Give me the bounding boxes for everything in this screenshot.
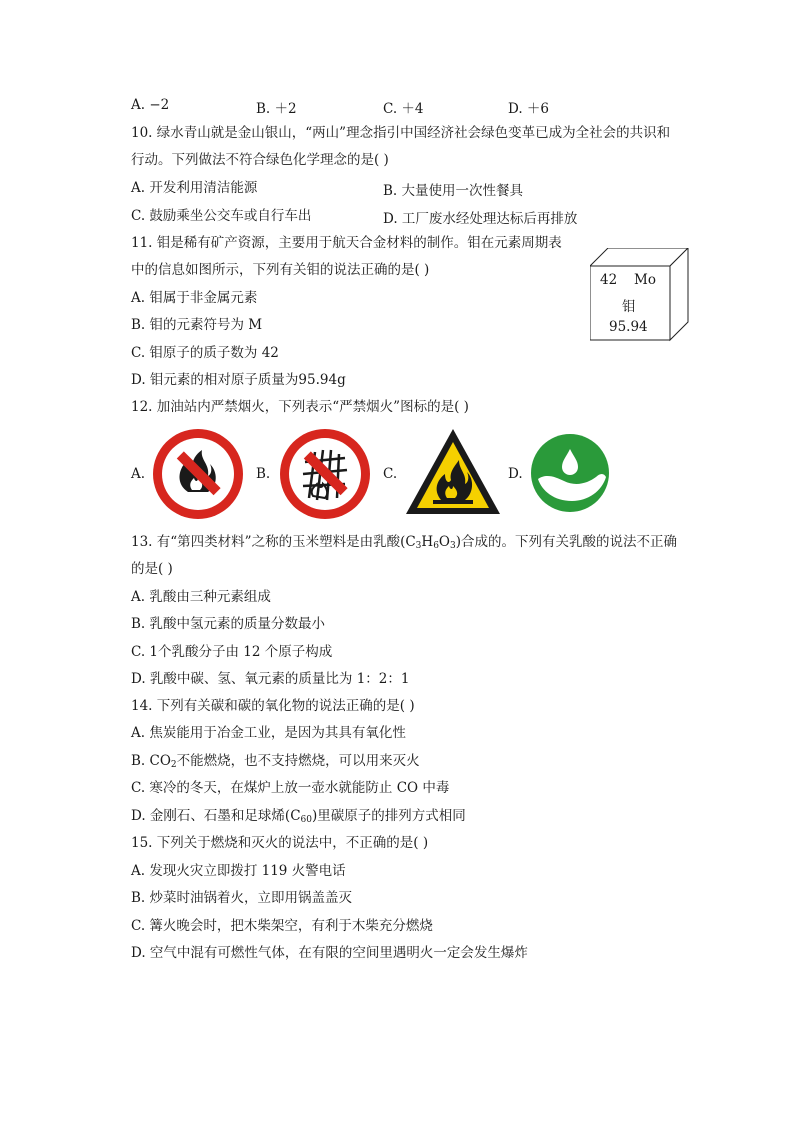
q12-label-d: D. xyxy=(508,466,523,482)
element-card-molybdenum xyxy=(590,248,690,342)
water-saving-icon xyxy=(530,433,610,513)
q13-stem-line1: 13. 有“第四类材料”之称的玉米塑料是由乳酸$(C_3H_6O_3)$合成的。下列有关乳酸的说法不正确 xyxy=(131,534,678,551)
q11-option-a: A. 钼属于非金属元素 xyxy=(131,290,258,306)
q13-stem-line2: 的是( ) xyxy=(131,561,173,577)
no-burning-icon xyxy=(279,428,371,520)
q10-option-a: A. 开发利用清洁能源 xyxy=(131,180,258,196)
q14-stem: 14. 下列有关碳和碳的氧化物的说法正确的是( ) xyxy=(131,698,415,714)
element-mass: 95.94 xyxy=(609,319,648,335)
element-name: 钼 xyxy=(622,299,636,315)
q13-option-b: B. 乳酸中氢元素的质量分数最小 xyxy=(131,616,326,632)
q9-option-b: B. ＋2 xyxy=(256,101,297,117)
q15-option-c: C. 篝火晚会时，把木柴架空，有利于木柴充分燃烧 xyxy=(131,918,433,934)
q13-option-d: D. 乳酸中碳、氢、氧元素的质量比为 1：2：1 xyxy=(131,671,410,687)
q13-option-c: C. 1个乳酸分子由 12 个原子构成 xyxy=(131,644,333,660)
q13-option-a: A. 乳酸由三种元素组成 xyxy=(131,589,271,605)
flammable-warning-icon xyxy=(403,426,503,518)
q9-option-d: D. ＋6 xyxy=(508,101,550,117)
q11-option-d: D. 钼元素的相对原子质量为95.94g xyxy=(131,372,346,388)
q14-option-d: D. 金刚石、石墨和足球烯$(C_{60})$里碳原子的排列方式相同 xyxy=(131,808,466,825)
q15-option-a: A. 发现火灾立即拨打 119 火警电话 xyxy=(131,863,346,879)
q15-option-b: B. 炒菜时油锅着火，立即用锅盖盖灭 xyxy=(131,890,353,906)
q15-option-d: D. 空气中混有可燃性气体，在有限的空间里遇明火一定会发生爆炸 xyxy=(131,945,528,961)
q10-stem-line2: 行动。下列做法不符合绿色化学理念的是( ) xyxy=(131,152,389,168)
q15-stem: 15. 下列关于燃烧和灭火的说法中，不正确的是( ) xyxy=(131,835,429,851)
q12-label-b: B. xyxy=(256,466,271,482)
q10-option-c: C. 鼓励乘坐公交车或自行车出 xyxy=(131,208,312,224)
q14-option-a: A. 焦炭能用于冶金工业，是因为其具有氧化性 xyxy=(131,725,406,741)
no-fire-icon xyxy=(152,428,244,520)
q10-stem-line1: 10. 绿水青山就是金山银山，“两山”理念指引中国经济社会绿色变革已成为全社会的共识和 xyxy=(131,125,671,141)
q10-option-d: D. 工厂废水经处理达标后再排放 xyxy=(383,211,578,227)
element-number: 42 xyxy=(600,272,618,288)
q11-stem-line2: 中的信息如图所示，下列有关钼的说法正确的是( ) xyxy=(131,262,430,278)
q11-option-c: C. 钼原子的质子数为 42 xyxy=(131,345,279,361)
q9-option-a: A. −2 xyxy=(131,97,170,113)
q9-option-c: C. ＋4 xyxy=(383,101,424,117)
q11-option-b: B. 钼的元素符号为 M xyxy=(131,317,263,333)
q11-stem-line1: 11. 钼是稀有矿产资源，主要用于航天合金材料的制作。钼在元素周期表 xyxy=(131,235,562,251)
q10-option-b: B. 大量使用一次性餐具 xyxy=(383,183,524,199)
element-symbol: Mo xyxy=(634,272,656,288)
q12-stem: 12. 加油站内严禁烟火，下列表示“严禁烟火”图标的是( ) xyxy=(131,399,469,415)
q14-option-b: B. $CO_2$不能燃烧，也不支持燃烧，可以用来灭火 xyxy=(131,753,420,770)
q12-label-c: C. xyxy=(383,466,398,482)
q12-label-a: A. xyxy=(131,466,146,482)
q14-option-c: C. 寒冷的冬天，在煤炉上放一壶水就能防止 CO 中毒 xyxy=(131,780,450,796)
